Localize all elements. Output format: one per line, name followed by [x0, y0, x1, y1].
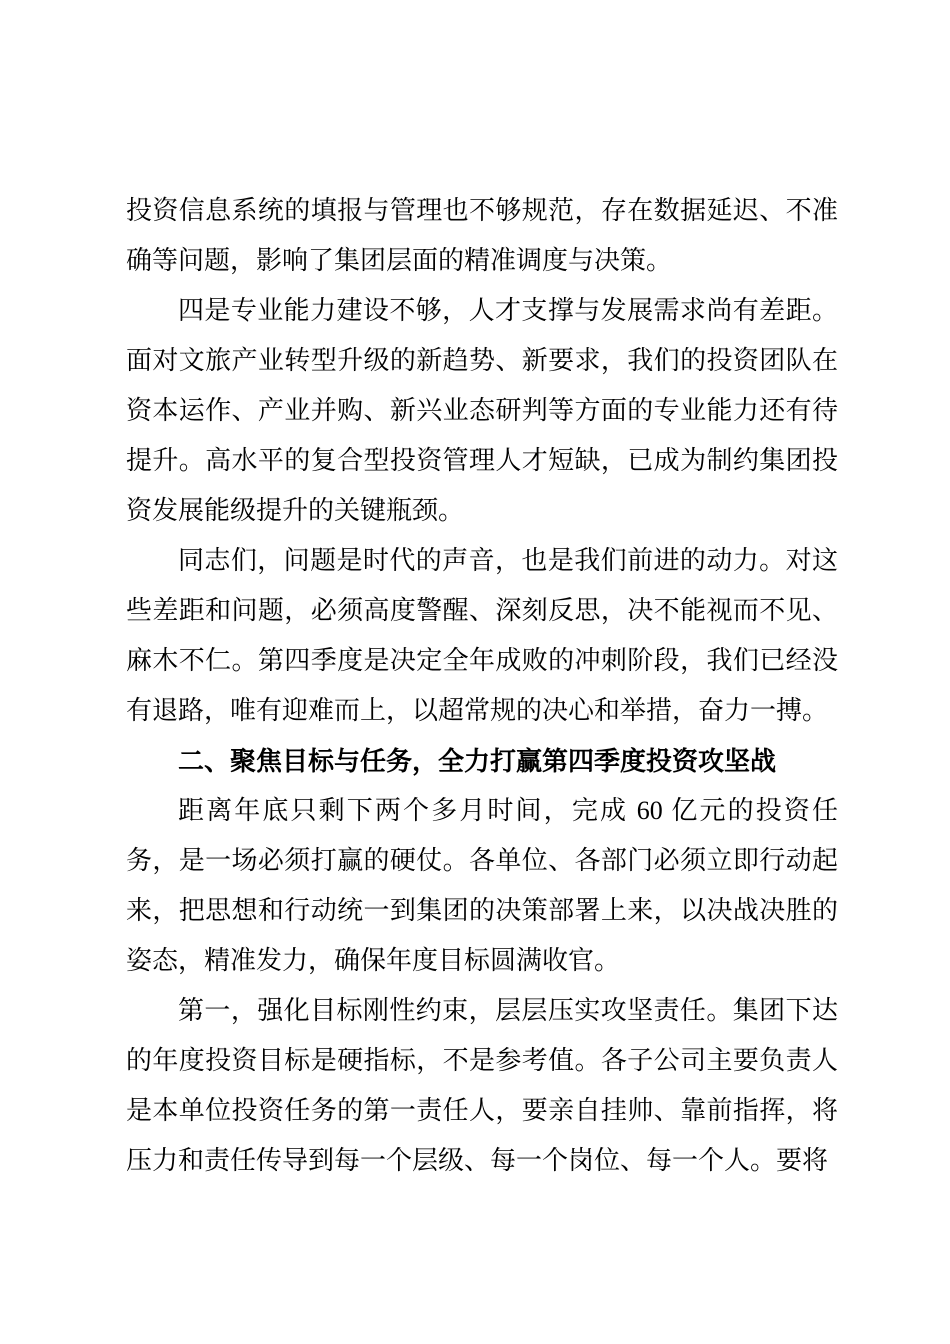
document-body [126, 186, 838, 1186]
paragraph-year-end-task: 距离年底只剩下两个多月时间，完成 60 亿元的投资任务，是一场必须打赢的硬仗。各单位、各部门必须立即行动起来，把思想和行动统一到集团的决策部署上来，以决战决胜的姿态，精准发力，确保年度目标圆满收官。 [126, 796, 838, 975]
paragraph-point-four: 四是专业能力建设不够，人才支撑与发展需求尚有差距。面对文旅产业转型升级的新趋势、新要求，我们的投资团队在资本运作、产业并购、新兴业态研判等方面的专业能力还有待提升。高水平的复合型投资管理人才短缺，已成为制约集团投资发展能级提升的关键瓶颈。 [126, 296, 838, 525]
paragraph-continuation: 投资信息系统的填报与管理也不够规范，存在数据延迟、不准确等问题，影响了集团层面的精准调度与决策。 [126, 196, 838, 275]
paragraph-first-measure: 第一，强化目标刚性约束，层层压实攻坚责任。集团下达的年度投资目标是硬指标，不是参考值。各子公司主要负责人是本单位投资任务的第一责任人，要亲自挂帅、靠前指挥，将压力和责任传导到每一个层级、每一个岗位、每一个人。要将 [126, 996, 838, 1175]
section-heading-two: 二、聚焦目标与任务，全力打赢第四季度投资攻坚战 [178, 746, 777, 776]
paragraph-comrades: 同志们，问题是时代的声音，也是我们前进的动力。对这些差距和问题，必须高度警醒、深刻反思，决不能视而不见、麻木不仁。第四季度是决定全年成败的冲刺阶段，我们已经没有退路，唯有迎难而上，以超常规的决心和举措，奋力一搏。 [126, 546, 838, 725]
